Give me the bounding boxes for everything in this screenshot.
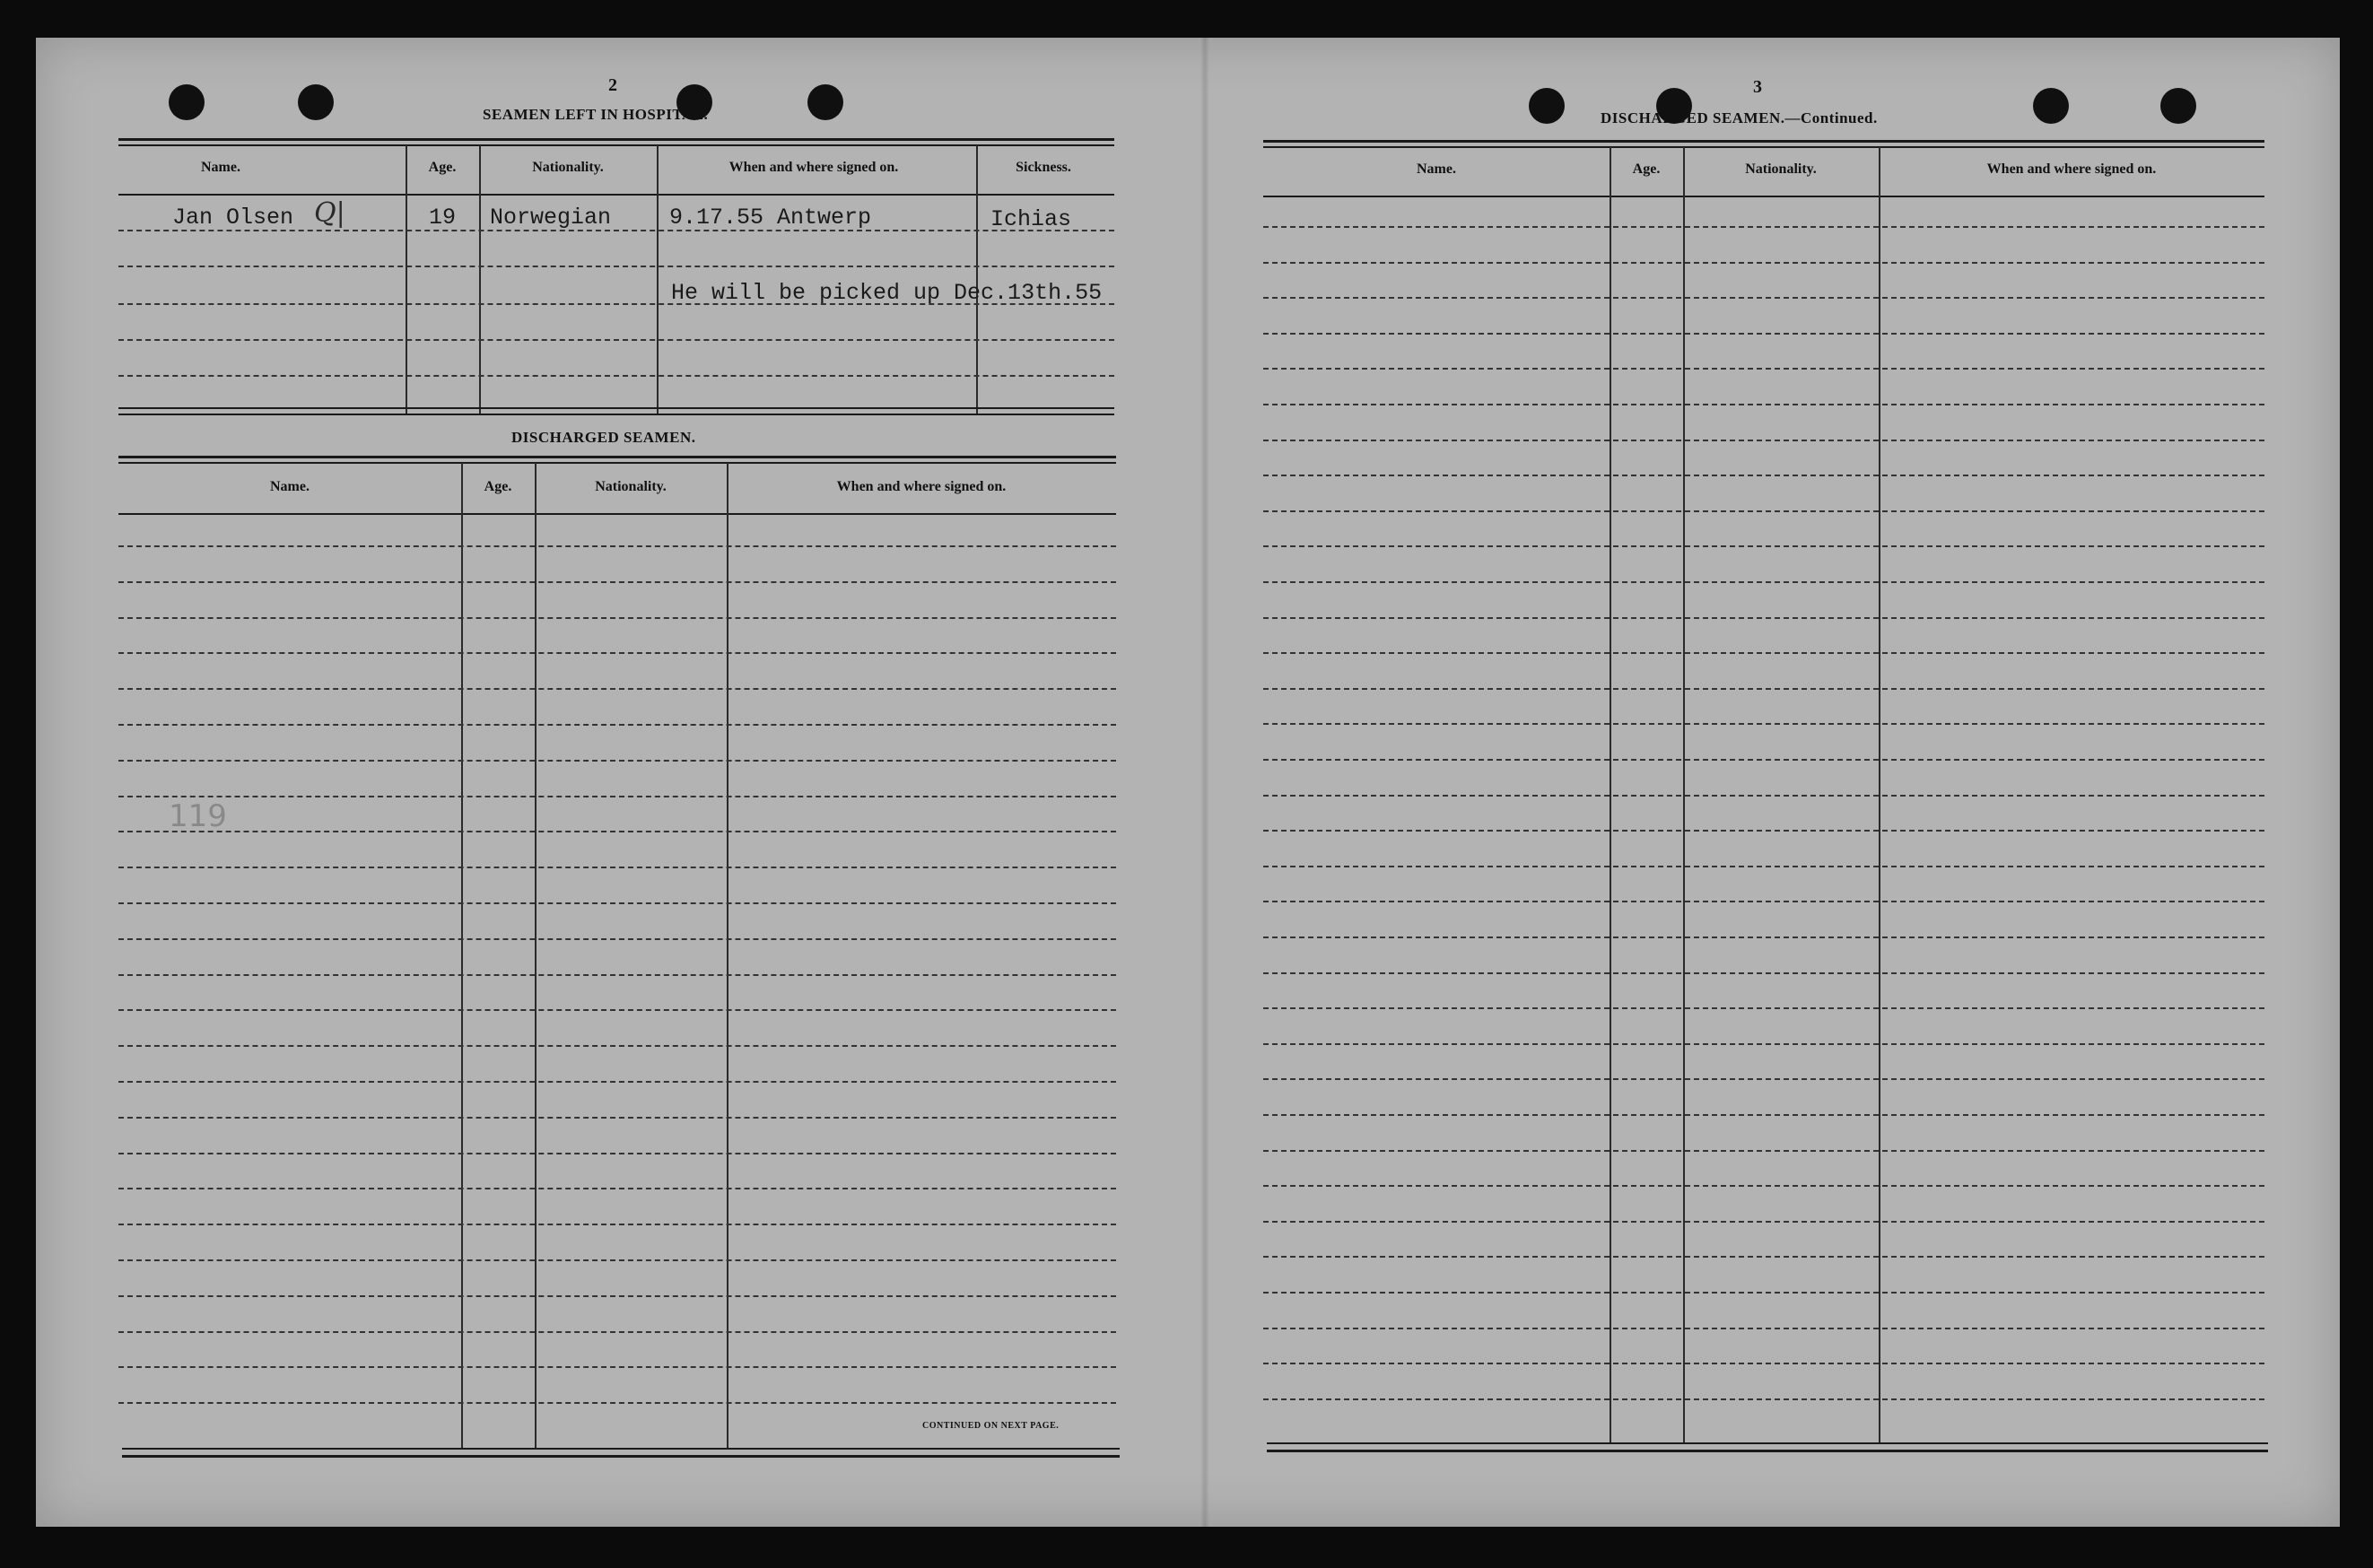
discharged-col-divider (727, 463, 728, 1450)
table-row-line (118, 581, 1116, 583)
table-row-line (118, 902, 1116, 904)
patient-mark: Q| (314, 197, 345, 229)
patient-age: 19 (429, 205, 457, 231)
table-row-line (118, 652, 1116, 654)
right-col-age: Age. (1632, 161, 1661, 177)
table-row-line (1263, 475, 2264, 476)
table-row-line (1263, 936, 2264, 938)
table-row-line (1263, 1256, 2264, 1258)
right-table-top-rule (1263, 140, 2264, 143)
table-row-line (1263, 440, 2264, 441)
hospital-col-divider (657, 145, 659, 414)
punch-hole (2160, 88, 2196, 124)
table-row-line (1263, 368, 2264, 370)
pickup-note: He will be picked up Dec.13th.55 (671, 280, 1103, 306)
hospital-table-top-rule-2 (118, 144, 1114, 146)
table-row-line (118, 1153, 1116, 1154)
right-page-number: 3 (1753, 77, 1762, 97)
continued-footer: CONTINUED ON NEXT PAGE. (922, 1421, 1060, 1431)
table-row-line (1263, 333, 2264, 335)
table-row-line (118, 1009, 1116, 1011)
table-row-line (1263, 1221, 2264, 1223)
punch-hole (2033, 88, 2069, 124)
table-row-line (118, 1295, 1116, 1297)
table-row-line (1263, 1150, 2264, 1152)
hospital-col-name: Name. (201, 160, 240, 175)
table-row-line (1263, 262, 2264, 264)
table-row-line (118, 1402, 1116, 1404)
table-row-line (1263, 830, 2264, 832)
discharged-table-top-rule (118, 456, 1116, 458)
patient-sickness: Ichias (990, 206, 1072, 232)
table-row-line (1263, 1078, 2264, 1080)
table-row-line (118, 724, 1116, 726)
table-row-line (118, 1331, 1116, 1333)
hospital-col-sickness: Sickness. (1016, 160, 1071, 175)
table-row-line (1263, 1328, 2264, 1329)
table-row-line (1263, 404, 2264, 405)
punch-hole (1529, 88, 1565, 124)
table-row-line (1263, 866, 2264, 867)
discharged-col-age: Age. (484, 479, 512, 494)
table-row-line (1263, 297, 2264, 299)
table-row-line (118, 545, 1116, 547)
table-row-line (118, 1081, 1116, 1083)
hospital-table-bottom-rule-2 (118, 414, 1114, 415)
right-bottom-rule (1267, 1442, 2268, 1444)
table-row-line (118, 1259, 1116, 1261)
patient-name: Jan Olsen (172, 205, 294, 231)
discharged-col-name: Name. (270, 479, 310, 494)
hospital-header-rule (118, 194, 1114, 196)
discharged-col-divider (535, 463, 537, 1450)
discharged-table-top-rule-2 (118, 462, 1116, 464)
patient-nationality: Norwegian (490, 205, 612, 231)
table-row-line (1263, 1363, 2264, 1364)
punch-hole (298, 84, 334, 120)
table-row-line (118, 1188, 1116, 1189)
table-row-line (118, 617, 1116, 619)
table-row-line (1263, 652, 2264, 654)
hospital-col-divider (479, 145, 481, 414)
table-row-line (1263, 581, 2264, 583)
document-sheet (36, 38, 2340, 1527)
discharged-header-rule (118, 513, 1116, 515)
discharged-section-title: DISCHARGED SEAMEN. (511, 429, 696, 446)
table-row-line (118, 867, 1116, 868)
punch-hole (169, 84, 205, 120)
table-row-line (1263, 759, 2264, 761)
punch-hole (807, 84, 843, 120)
right-section-title: DISCHARGED SEAMEN.—Continued. (1601, 109, 1878, 126)
discharged-col-nationality: Nationality. (595, 479, 667, 494)
table-row-line (118, 1117, 1116, 1119)
table-row-line (118, 796, 1116, 797)
table-row-line (118, 938, 1116, 940)
hospital-row-line (118, 266, 1114, 267)
table-row-line (118, 1045, 1116, 1047)
table-row-line (1263, 688, 2264, 690)
hospital-col-divider (406, 145, 407, 414)
left-page-number: 2 (608, 75, 617, 95)
table-row-line (1263, 723, 2264, 725)
table-row-line (1263, 1114, 2264, 1116)
right-col-name: Name. (1417, 161, 1456, 177)
bleed-through-number: 119 (169, 798, 227, 834)
hospital-col-age: Age. (428, 160, 457, 175)
discharged-col-divider (461, 463, 463, 1450)
table-row-line (1263, 1398, 2264, 1400)
right-table-top-rule-2 (1263, 146, 2264, 148)
table-row-line (1263, 617, 2264, 619)
hospital-row-line (118, 375, 1114, 377)
hospital-col-nationality: Nationality. (532, 160, 604, 175)
patient-signed-on: 9.17.55 Antwerp (669, 205, 872, 231)
table-row-line (1263, 226, 2264, 228)
table-row-line (118, 974, 1116, 976)
table-row-line (1263, 545, 2264, 547)
right-col-nationality: Nationality. (1745, 161, 1817, 177)
hospital-table-bottom-rule (118, 407, 1114, 409)
table-row-line (1263, 901, 2264, 902)
table-row-line (1263, 1292, 2264, 1294)
table-row-line (1263, 795, 2264, 797)
table-row-line (1263, 972, 2264, 974)
hospital-row-line (118, 339, 1114, 341)
page-fold (1200, 38, 1209, 1527)
table-row-line (1263, 1007, 2264, 1009)
left-bottom-rule (122, 1448, 1120, 1450)
table-row-line (118, 831, 1116, 832)
left-bottom-rule-2 (122, 1455, 1120, 1458)
table-row-line (118, 688, 1116, 690)
table-row-line (118, 760, 1116, 762)
hospital-section-title: SEAMEN LEFT IN HOSPITAL. (483, 106, 709, 123)
table-row-line (118, 1224, 1116, 1225)
table-row-line (1263, 1185, 2264, 1187)
discharged-col-signed-on: When and where signed on. (836, 479, 1007, 494)
right-header-rule (1263, 196, 2264, 197)
hospital-col-signed-on: When and where signed on. (728, 160, 899, 175)
hospital-table-top-rule (118, 138, 1114, 141)
table-row-line (1263, 510, 2264, 512)
table-row-line (1263, 1043, 2264, 1045)
right-bottom-rule-2 (1267, 1450, 2268, 1452)
right-col-signed-on: When and where signed on. (1986, 161, 2157, 177)
table-row-line (118, 1366, 1116, 1368)
